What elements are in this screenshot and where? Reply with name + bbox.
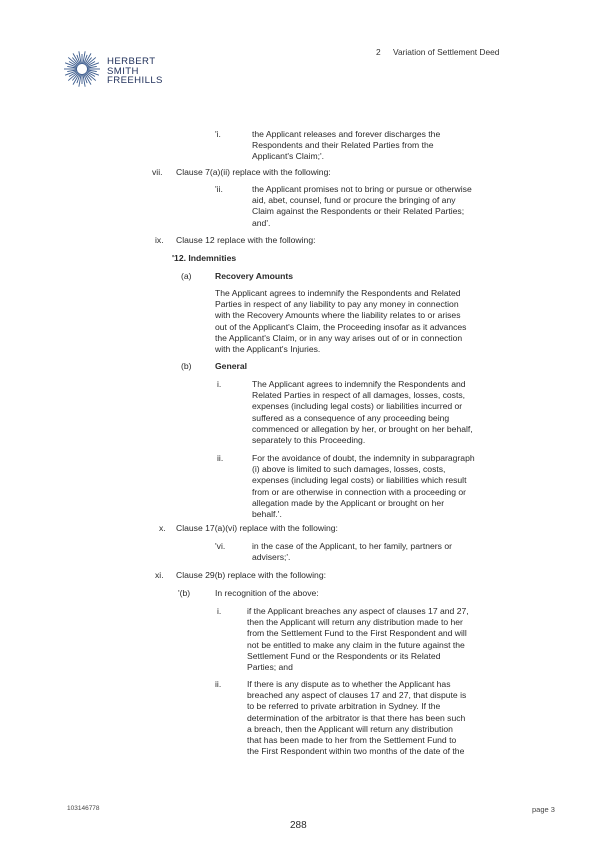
item-ix-text: Clause 12 replace with the following: bbox=[176, 235, 316, 245]
text-line: commenced or allegation by her, or brought on her behalf, bbox=[252, 423, 473, 434]
sub-a-heading: Recovery Amounts bbox=[215, 271, 294, 281]
text-line: allegation made by the Applicant or brought on her bbox=[252, 497, 445, 508]
item-i-text bbox=[252, 129, 440, 163]
item-x-number: x. bbox=[159, 523, 166, 533]
item-x-quote-text bbox=[252, 541, 452, 563]
text-line: aid, abet, counsel, fund or procure the bringing of any bbox=[252, 195, 456, 206]
item-vii-quote-number: 'ii. bbox=[215, 184, 223, 194]
logo-line-1: HERBERT bbox=[107, 56, 156, 67]
text-line: a breach, then the Applicant will return any distribution bbox=[247, 723, 453, 734]
text-line: If there is any dispute as to whether the Applicant has bbox=[247, 679, 451, 689]
text-line: the Applicant promises not to bring or pursue or otherwise bbox=[252, 184, 472, 194]
text-line: the Applicant releases and forever discharges the bbox=[252, 129, 441, 139]
text-line: behalf.'. bbox=[252, 509, 282, 520]
text-line: out of the Applicant's Claim, the Proceeding insofar as it advances bbox=[215, 321, 467, 332]
text-line: The Applicant agrees to indemnify the Respondents and bbox=[252, 379, 466, 389]
item-xi-number: xi. bbox=[155, 570, 164, 580]
item-vii-number: vii. bbox=[152, 167, 163, 177]
text-line: Claim against the Respondents or their Related Parties; bbox=[252, 206, 465, 217]
text-line: Parties; and bbox=[247, 662, 293, 673]
logo-line-3: FREEHILLS bbox=[107, 75, 163, 87]
text-line: suffered as a consequence of any proceeding being bbox=[252, 412, 450, 423]
text-line: and'. bbox=[252, 217, 271, 228]
item-xi-text: Clause 29(b) replace with the following: bbox=[176, 570, 326, 580]
sub-b-number: (b) bbox=[181, 361, 192, 371]
firm-logo bbox=[62, 45, 182, 95]
header-doc-title: Variation of Settlement Deed bbox=[393, 47, 500, 57]
sub-b-ii-text bbox=[252, 453, 475, 520]
footer-page-label: page 3 bbox=[532, 805, 555, 814]
item-xi-i-number: i. bbox=[217, 606, 222, 616]
text-line: the Applicant's Claim, or in any way arises out of or in connection bbox=[215, 332, 463, 343]
item-ix-number: ix. bbox=[155, 235, 164, 245]
text-line: Related Parties in respect of all damages, losses, costs, bbox=[252, 390, 466, 401]
text-line: Applicant's Claim;'. bbox=[252, 151, 325, 162]
sub-a-number: (a) bbox=[181, 271, 192, 281]
text-line: Respondents and their Related Parties from the bbox=[252, 140, 434, 151]
text-line: from the Settlement Fund to the First Respondent and will bbox=[247, 628, 467, 639]
text-line: that has been made to her from the Settlement Fund to bbox=[247, 735, 457, 746]
text-line: from or are otherwise in connection with a proceeding or bbox=[252, 486, 467, 497]
item-xi-quote-number: '(b) bbox=[178, 588, 191, 598]
text-line: in the case of the Applicant, to her family, partners or bbox=[252, 541, 452, 551]
sub-b-ii-number: ii. bbox=[217, 453, 224, 463]
clause-12-heading: '12. Indemnities bbox=[172, 253, 237, 263]
item-i-number: 'i. bbox=[215, 129, 221, 139]
text-line: then the Applicant will return any distribution made to her bbox=[247, 617, 463, 628]
text-line: For the avoidance of doubt, the indemnity in subparagraph bbox=[252, 453, 475, 463]
text-line: with the Applicant's Injuries. bbox=[215, 344, 321, 355]
item-vii-text: Clause 7(a)(ii) replace with the following: bbox=[176, 167, 331, 177]
footer-doc-id: 103146778 bbox=[67, 805, 100, 812]
logo-text bbox=[107, 57, 163, 86]
item-x-text: Clause 17(a)(vi) replace with the following: bbox=[176, 523, 338, 533]
text-line: separately to this Proceeding. bbox=[252, 435, 366, 446]
text-line: determination of the arbitrator is that there has been such bbox=[247, 712, 466, 723]
text-line: breached any aspect of clauses 17 and 27, that dispute is bbox=[247, 690, 467, 701]
text-line: not be entitled to make any claim in the future against the bbox=[247, 639, 465, 650]
text-line: to be referred to private arbitration in Sydney. If the bbox=[247, 701, 441, 712]
sub-a-text bbox=[215, 288, 466, 355]
item-xi-quote-text: In recognition of the above: bbox=[215, 588, 319, 598]
sub-b-i-text bbox=[252, 379, 473, 446]
starburst-icon bbox=[62, 49, 102, 89]
logo-line-2: SMITH bbox=[107, 65, 139, 77]
item-xi-ii-text bbox=[247, 679, 466, 757]
text-line: with the Recovery Amounts where the liability relates to or arises bbox=[215, 310, 461, 321]
sub-b-i-number: i. bbox=[217, 379, 222, 389]
item-vii-quote-text bbox=[252, 184, 472, 229]
text-line: Settlement Fund or the Respondents or its Related bbox=[247, 650, 441, 661]
text-line: (i) above is limited to such damages, losses, costs, bbox=[252, 464, 446, 475]
text-line: expenses (including legal costs) or liabilities which result bbox=[252, 475, 467, 486]
item-x-quote-number: 'vi. bbox=[215, 541, 226, 551]
item-xi-ii-number: ii. bbox=[215, 679, 222, 689]
text-line: Parties in respect of any liability to pay any money in connection bbox=[215, 299, 459, 310]
sub-b-heading: General bbox=[215, 361, 248, 371]
item-xi-i-text bbox=[247, 606, 469, 673]
header-page-number: 2 bbox=[376, 47, 381, 57]
text-line: if the Applicant breaches any aspect of clauses 17 and 27, bbox=[247, 606, 469, 616]
text-line: The Applicant agrees to indemnify the Respondents and Related bbox=[215, 288, 461, 298]
text-line: the First Respondent within two months of the date of the bbox=[247, 746, 465, 757]
text-line: expenses (including legal costs) or liabilities incurred or bbox=[252, 401, 463, 412]
text-line: advisers;'. bbox=[252, 552, 291, 563]
footer-bates-number: 288 bbox=[290, 820, 307, 831]
